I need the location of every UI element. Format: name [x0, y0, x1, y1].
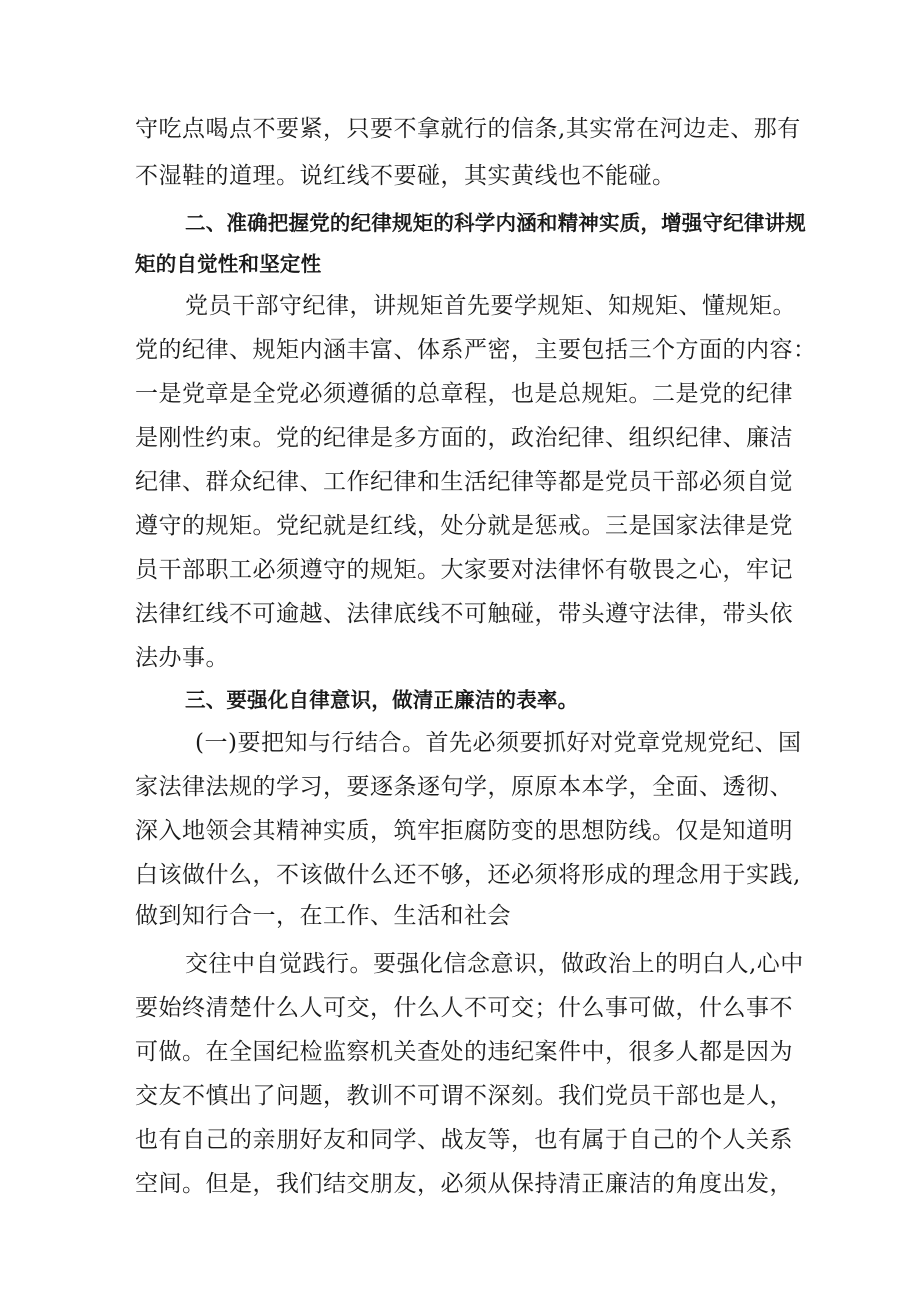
body-text-line: 不湿鞋的道理。说红线不要碰，其实黄线也不能碰。 [135, 163, 676, 189]
body-text-line: 党员干部守纪律，讲规矩首先要学规矩、知规矩、懂规矩。 [185, 293, 796, 319]
body-text-line: 深入地领会其精神实质，筑牢拒腐防变的思想防线。仅是知道明 [135, 818, 793, 844]
body-text-line: 纪律、群众纪律、工作纪律和生活纪律等都是党员干部必须自觉 [135, 469, 793, 495]
body-text-line: (一)要把知与行结合。首先必须要抓好对党章党规党纪、国 [195, 730, 802, 756]
body-text-line: 要始终清楚什么人可交，什么人不可交；什么事可做，什么事不 [135, 995, 793, 1021]
section-heading: 矩的自觉性和坚定性 [135, 252, 322, 276]
body-text-line: 党的纪律、规矩内涵丰富、体系严密，主要包括三个方面的内容： [135, 337, 817, 363]
section-heading: 三、要强化自律意识，做清正廉洁的表率。 [185, 688, 579, 712]
body-text-line: 做到知行合一，在工作、生活和社会 [135, 903, 511, 929]
body-text-line: 交往中自觉践行。要强化信念意识，做政治上的明白人,心中 [185, 951, 804, 977]
body-text-line: 员干部职工必须遵守的规矩。大家要对法律怀有敬畏之心，牢记 [135, 557, 793, 583]
body-text-line: 也有自己的亲朋好友和同学、战友等，也有属于自己的个人关系 [135, 1127, 793, 1153]
body-text-line: 是刚性约束。党的纪律是多方面的，政治纪律、组织纪律、廉洁 [135, 425, 793, 451]
body-text-line: 白该做什么，不该做什么还不够，还必须将形成的理念用于实践, [135, 862, 801, 888]
body-text-line: 交友不慎出了问题，教训不可谓不深刻。我们党员干部也是人， [135, 1083, 793, 1109]
body-text-line: 守吃点喝点不要紧，只要不拿就行的信条,其实常在河边走、那有 [135, 116, 801, 142]
body-text-line: 空间。但是，我们结交朋友，必须从保持清正廉洁的角度出发， [135, 1171, 793, 1197]
body-text-line: 家法律法规的学习，要逐条逐句学，原原本本学，全面、透彻、 [135, 774, 793, 800]
body-text-line: 法律红线不可逾越、法律底线不可触碰，带头遵守法律，带头依 [135, 601, 793, 627]
body-text-line: 一是党章是全党必须遵循的总章程，也是总规矩。二是党的纪律 [135, 381, 793, 407]
body-text-line: 可做。在全国纪检监察机关查处的违纪案件中，很多人都是因为 [135, 1039, 793, 1065]
body-text-line: 法办事。 [135, 645, 229, 671]
section-heading: 二、准确把握党的纪律规矩的科学内涵和精神实质，增强守纪律讲规 [185, 211, 806, 235]
body-text-line: 遵守的规矩。党纪就是红线，处分就是惩戒。三是国家法律是党 [135, 513, 793, 539]
